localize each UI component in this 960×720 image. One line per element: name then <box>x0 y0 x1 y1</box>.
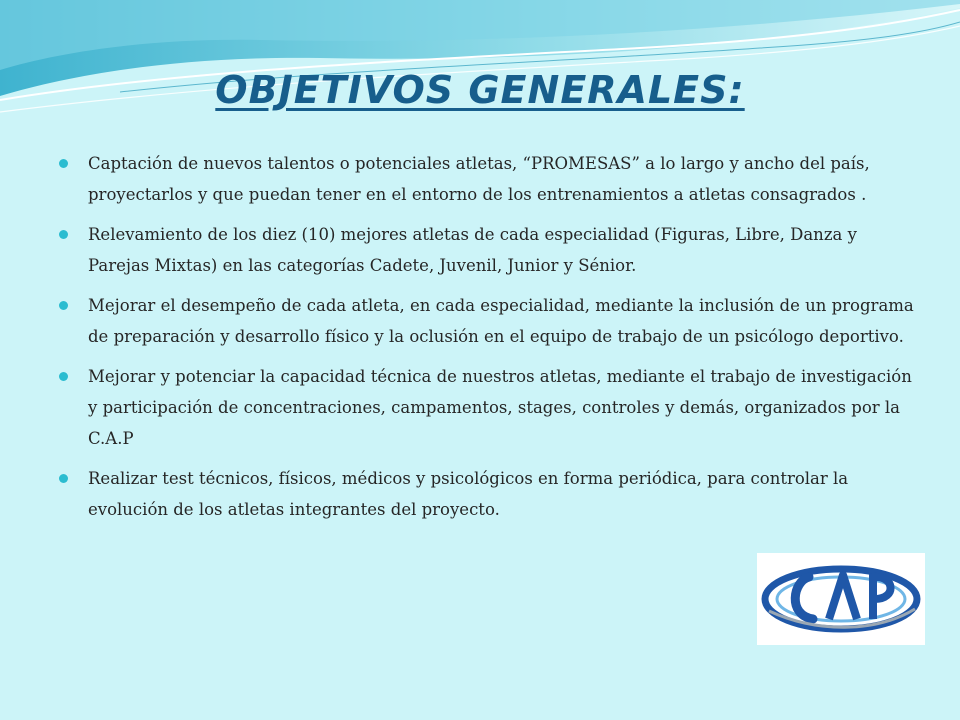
objective-text: Mejorar el desempeño de cada atleta, en cada especialidad, mediante la inclusión de un programa de preparación y desarrollo físico y la oclusión en el equipo de trabajo de un psicólogo deportivo. <box>88 296 914 346</box>
bullet-icon <box>59 159 68 168</box>
objective-text: Relevamiento de los diez (10) mejores atletas de cada especialidad (Figuras, Libre, Danza y Parejas Mixtas) en las categorías Cadete, Juvenil, Junior y Sénior. <box>88 225 857 275</box>
bullet-icon <box>59 301 68 310</box>
objective-text: Captación de nuevos talentos o potenciales atletas, “PROMESAS” a lo largo y ancho del país, proyectarlos y que puedan tener en el entorno de los entrenamientos a atletas consagrados . <box>88 154 870 204</box>
bullet-icon <box>59 372 68 381</box>
objective-item <box>56 219 916 281</box>
slide-title: OBJETIVOS GENERALES: <box>215 68 745 112</box>
objective-text: Realizar test técnicos, físicos, médicos y psicológicos en forma periódica, para controlar la evolución de los atletas integrantes del proyecto. <box>88 469 849 519</box>
cap-logo <box>757 553 925 645</box>
bullet-icon <box>59 230 68 239</box>
objective-item <box>56 361 916 454</box>
objectives-list <box>56 148 916 534</box>
objective-item <box>56 148 916 210</box>
objective-item <box>56 290 916 352</box>
objective-item <box>56 463 916 525</box>
bullet-icon <box>59 474 68 483</box>
cap-logo-icon <box>757 553 925 645</box>
objective-text: Mejorar y potenciar la capacidad técnica de nuestros atletas, mediante el trabajo de investigación y participación de concentraciones, campamentos, stages, controles y demás, organizados por la C.A.P <box>88 367 912 448</box>
